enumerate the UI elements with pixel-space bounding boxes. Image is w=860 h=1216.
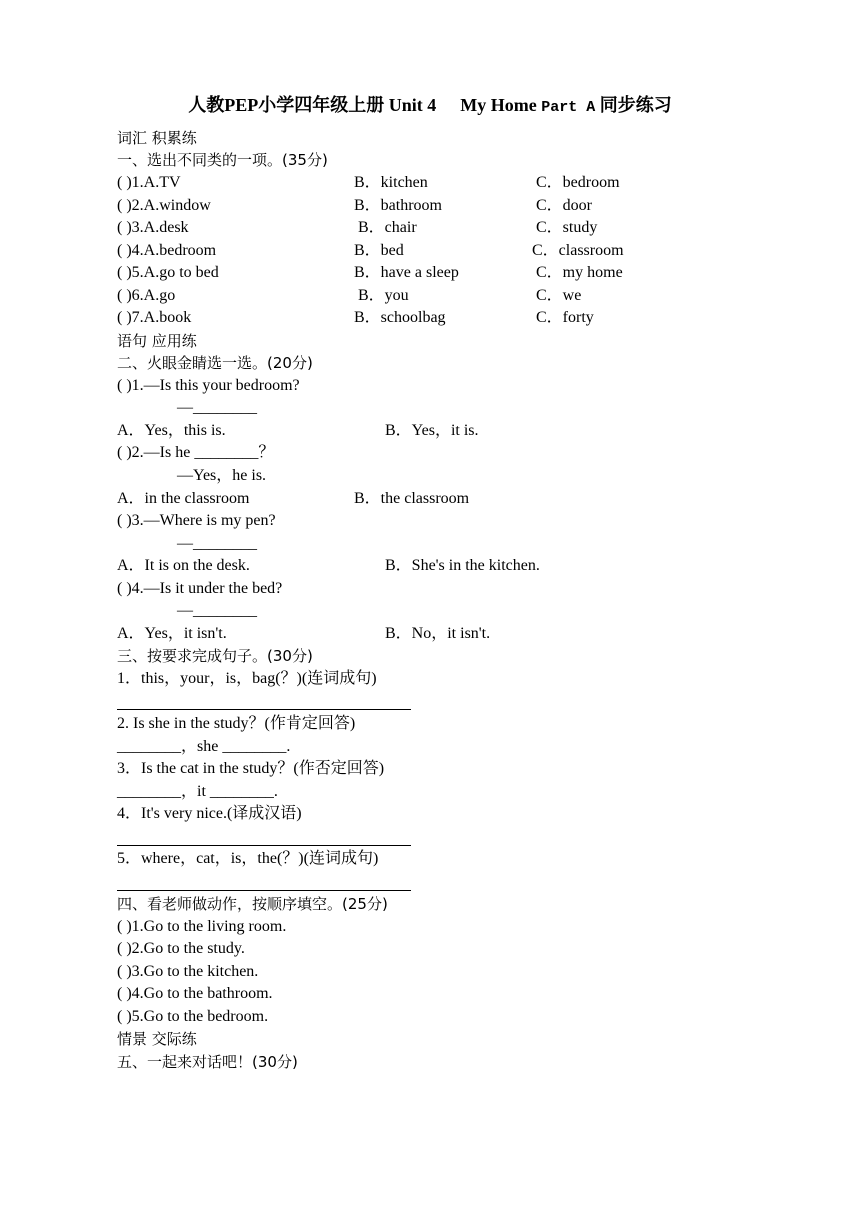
q1-heading: 一、选出不同类的一项。(35分) xyxy=(117,151,328,169)
q3-item-2-answer: ________，she ________. xyxy=(117,738,291,755)
q2-item-2-options: A．in the classroom B．the classroom xyxy=(117,490,470,507)
q4-item-4: ( )4.Go to the bathroom. xyxy=(117,985,273,1002)
q3-item-1-prompt: 1．this，your，is，bag(？)(连词成句) xyxy=(117,670,377,687)
q3-item-4-answer-line xyxy=(117,845,411,846)
q1-item-4: ( )4.A.bedroom B．bed C．classroom xyxy=(117,242,624,259)
q4-item-5: ( )5.Go to the bedroom. xyxy=(117,1008,269,1025)
q2-item-3-options: A．It is on the desk. B．She's in the kitchen. xyxy=(117,557,540,574)
title-main: 人教PEP小学四年级上册 Unit 4 xyxy=(188,95,437,115)
q1-item-3: ( )3.A.desk B．chair C．study xyxy=(117,219,598,236)
q1-item-7: ( )7.A.book B．schoolbag C．forty xyxy=(117,309,594,326)
q2-item-1-options: A．Yes，this is. B．Yes，it is. xyxy=(117,422,479,439)
q1-item-6: ( )6.A.go B．you C．we xyxy=(117,287,582,304)
q2-item-1-sub: —________ xyxy=(177,399,257,416)
q4-item-2: ( )2.Go to the study. xyxy=(117,940,245,957)
section-sentence-label: 语句 应用练 xyxy=(117,332,197,350)
q3-item-3-prompt: 3．Is the cat in the study？(作否定回答) xyxy=(117,760,385,777)
q3-item-4-prompt: 4．It's very nice.(译成汉语) xyxy=(117,805,302,822)
q3-item-2-prompt: 2. Is she in the study？(作肯定回答) xyxy=(117,715,356,732)
q3-item-3-answer: ________，it ________. xyxy=(117,783,278,800)
q5-heading: 五、一起来对话吧！(30分) xyxy=(117,1053,298,1071)
q3-heading: 三、按要求完成句子。(30分) xyxy=(117,647,313,665)
q2-item-2-sub: —Yes，he is. xyxy=(177,467,267,484)
section-vocab-label: 词汇 积累练 xyxy=(117,129,197,147)
q4-item-1: ( )1.Go to the living room. xyxy=(117,918,287,935)
q1-item-2: ( )2.A.window B．bathroom C．door xyxy=(117,197,593,214)
q2-item-3-stem: ( )3.—Where is my pen? xyxy=(117,512,276,529)
q2-item-4-stem: ( )4.—Is it under the bed? xyxy=(117,580,283,597)
title-part: Part A xyxy=(541,99,596,116)
q4-item-3: ( )3.Go to the kitchen. xyxy=(117,963,259,980)
title-suffix: 同步练习 xyxy=(599,95,672,115)
q3-item-5-answer-line xyxy=(117,890,411,891)
q3-item-1-answer-line xyxy=(117,709,411,710)
title-unit-name: My Home xyxy=(460,95,537,115)
q2-item-4-options: A．Yes，it isn't. B．No，it isn't. xyxy=(117,625,491,642)
worksheet-title xyxy=(0,94,860,119)
q1-item-1: ( )1.A.TV B．kitchen C．bedroom xyxy=(117,174,620,191)
q3-item-5-prompt: 5．where，cat，is，the(？)(连词成句) xyxy=(117,850,379,867)
q4-heading: 四、看老师做动作，按顺序填空。(25分) xyxy=(117,895,388,913)
q2-item-1-stem: ( )1.—Is this your bedroom? xyxy=(117,377,300,394)
q2-heading: 二、火眼金睛选一选。(20分) xyxy=(117,354,313,372)
q2-item-4-sub: —________ xyxy=(177,602,257,619)
q2-item-3-sub: —________ xyxy=(177,535,257,552)
section-scene-label: 情景 交际练 xyxy=(117,1030,197,1048)
q2-item-2-stem: ( )2.—Is he ________？ xyxy=(117,444,275,461)
q1-item-5: ( )5.A.go to bed B．have a sleep C．my home xyxy=(117,264,623,281)
